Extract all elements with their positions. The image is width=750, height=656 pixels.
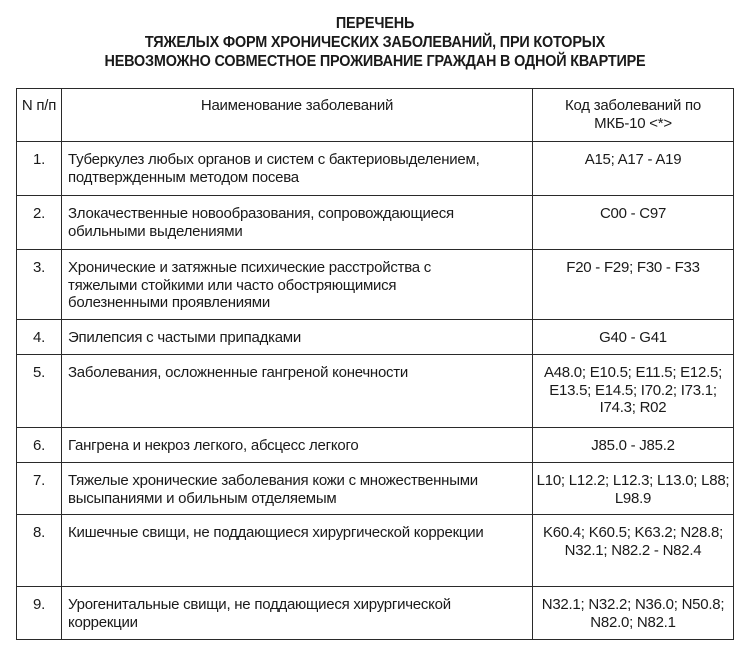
title-line-2: ТЯЖЕЛЫХ ФОРМ ХРОНИЧЕСКИХ ЗАБОЛЕВАНИЙ, ПРИ КОТОРЫХ [144, 34, 606, 51]
header-code: Код заболеваний по МКБ-10 <*> [533, 89, 734, 142]
table-row [17, 250, 734, 320]
row-code: J85.0 - J85.2 [533, 428, 734, 463]
document-title [26, 14, 724, 71]
row-name: Тяжелые хронические заболевания кожи с множественными высыпаниями и обильным отделяемым [62, 463, 533, 515]
row-code: G40 - G41 [533, 320, 734, 355]
row-number: 4. [17, 320, 62, 355]
diseases-table [16, 88, 734, 640]
title-line-1: ПЕРЕЧЕНЬ [335, 15, 415, 32]
title-line-3: НЕВОЗМОЖНО СОВМЕСТНОЕ ПРОЖИВАНИЕ ГРАЖДАН В ОДНОЙ КВАРТИРЕ [104, 53, 646, 70]
table-row [17, 142, 734, 196]
table-row [17, 428, 734, 463]
row-code: K60.4; K60.5; K63.2; N28.8; N32.1; N82.2 - N82.4 [533, 515, 734, 587]
row-number: 8. [17, 515, 62, 587]
row-code: F20 - F29; F30 - F33 [533, 250, 734, 320]
row-code: N32.1; N32.2; N36.0; N50.8; N82.0; N82.1 [533, 587, 734, 640]
row-name: Эпилепсия с частыми припадками [62, 320, 533, 355]
row-name: Злокачественные новообразования, сопровождающиеся обильными выделениями [62, 196, 533, 250]
row-code: A48.0; E10.5; E11.5; E12.5; E13.5; E14.5; I70.2; I73.1; I74.3; R02 [533, 355, 734, 428]
row-number: 9. [17, 587, 62, 640]
table-header-row [17, 89, 734, 142]
row-name: Хронические и затяжные психические расстройства с тяжелыми стойкими или часто обостряющимися болезненными проявлениями [62, 250, 533, 320]
row-number: 3. [17, 250, 62, 320]
table-row [17, 587, 734, 640]
row-name: Заболевания, осложненные гангреной конечности [62, 355, 533, 428]
row-number: 5. [17, 355, 62, 428]
table-row [17, 463, 734, 515]
row-number: 7. [17, 463, 62, 515]
header-name: Наименование заболеваний [62, 89, 533, 142]
row-code: C00 - C97 [533, 196, 734, 250]
row-name: Кишечные свищи, не поддающиеся хирургической коррекции [62, 515, 533, 587]
row-name: Урогенитальные свищи, не поддающиеся хирургической коррекции [62, 587, 533, 640]
table-row [17, 196, 734, 250]
row-name: Туберкулез любых органов и систем с бактериовыделением, подтвержденным методом посева [62, 142, 533, 196]
row-number: 6. [17, 428, 62, 463]
header-number: N п/п [17, 89, 62, 142]
table-row [17, 515, 734, 587]
table-row [17, 320, 734, 355]
row-code: L10; L12.2; L12.3; L13.0; L88; L98.9 [533, 463, 734, 515]
row-code: A15; A17 - A19 [533, 142, 734, 196]
row-number: 1. [17, 142, 62, 196]
row-name: Гангрена и некроз легкого, абсцесс легкого [62, 428, 533, 463]
table-row [17, 355, 734, 428]
row-number: 2. [17, 196, 62, 250]
